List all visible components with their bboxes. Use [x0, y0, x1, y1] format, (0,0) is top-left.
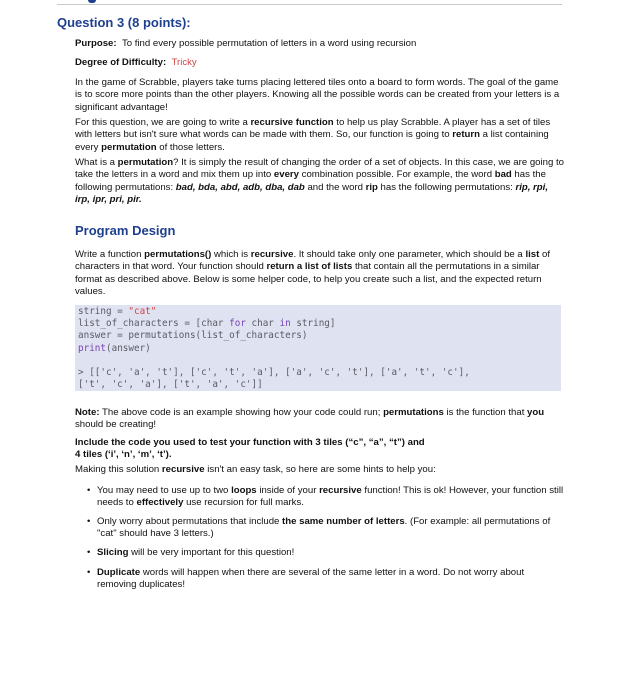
text-run: words will happen when there are several of the same letter in a word. Do not worry about removing duplicates!: [97, 567, 525, 591]
bold-italic-run: bad, bda, abd, adb, dba, dab: [175, 181, 305, 193]
text-run: will be very important for this question!: [128, 547, 295, 558]
bold-italic-run: rip, rpi, irp, ipr, pri, pir.: [75, 181, 548, 205]
text-run: and the word: [304, 181, 366, 193]
intro-paragraph-2: [75, 117, 565, 154]
text-run: of characters in that word. Your function should: [75, 249, 550, 273]
text-run: of those letters.: [156, 141, 225, 153]
bold-run: recursive: [250, 249, 294, 260]
bold-run: you: [527, 407, 545, 418]
bold-run: loops: [231, 485, 257, 496]
text-run: that contain all the permutations in a similar format as described above. Below is some helper code, to help you create such a list, and the expected return values.: [75, 261, 542, 297]
text-run: inside of your: [256, 485, 320, 496]
code-gap: [78, 355, 561, 367]
text-run: ? It is simply the result of changing the order of a set of objects. In this case, we are going to take the letters in a word and mix them up into: [75, 157, 564, 181]
text-run: You may need to use up to two: [97, 485, 232, 496]
bold-run: Duplicate: [97, 567, 141, 578]
output-line-1: > [['c', 'a', 't'], ['c', 't', 'a'], ['a', 'c', 't'], ['a', 't', 'c'],: [78, 366, 470, 378]
text-run: should be creating!: [75, 419, 157, 431]
bold-run: every: [273, 169, 299, 181]
hint-item-2: [87, 516, 565, 541]
bold-run: bad: [494, 169, 512, 181]
text-run: function! This is ok! However, your function still needs to: [97, 485, 564, 509]
hint-item-1: [87, 485, 565, 510]
bold-run: recursive: [161, 464, 205, 475]
intro-p1-text: In the game of Scrabble, players take turns placing lettered tiles onto a board to form words. The goal of the game is to score more points than the other players. Knowing all the possible words can be created from your letters is a significant advantage!: [75, 77, 560, 113]
bullet-icon: •: [87, 516, 91, 527]
bullet-icon: •: [87, 485, 91, 496]
text-run: to help us play Scrabble. A player has a set of tiles with letters but isn't sure what words can be made with them. So, our function is going to: [75, 117, 551, 141]
include-line-2: 4 tiles (‘i’, ‘n’, ‘m’, ‘t’).: [75, 449, 172, 461]
text-run: is the function that: [443, 407, 528, 418]
text-run: has the following permutations:: [75, 169, 546, 193]
page-corner-mark: [88, 0, 96, 3]
code-keyword: print: [78, 342, 106, 354]
output-line-2: ['t', 'c', 'a'], ['t', 'a', 'c']]: [78, 379, 263, 391]
code-line-1: [78, 306, 561, 318]
code-line-2: [78, 318, 561, 330]
hints-intro: [75, 464, 565, 476]
include-line-1: Include the code you used to test your function with 3 tiles (“c”, “a”, “t”) and: [75, 437, 425, 448]
text-run: a list containing every: [75, 129, 549, 153]
program-design-heading: Program Design: [75, 223, 176, 238]
text-run: . It should take only one parameter, which should be a: [293, 249, 526, 260]
bold-run: permutations: [383, 407, 444, 418]
code-line-3: answer = permutations(list_of_characters): [78, 330, 308, 342]
text-run: Write a function: [75, 249, 145, 260]
bold-run: recursive function: [250, 117, 334, 128]
hint-item-3: [87, 547, 565, 559]
bold-run: permutation: [117, 157, 174, 168]
text-run: isn't an easy task, so here are some hints to help you:: [204, 464, 436, 475]
text-run: has the following permutations:: [377, 181, 516, 193]
bullet-icon: •: [87, 567, 91, 578]
bold-run: Slicing: [97, 547, 129, 558]
text-run: For this question, we are going to write a: [75, 117, 251, 128]
intro-paragraph-1: [75, 77, 565, 114]
question-title: Question 3 (8 points):: [57, 15, 191, 30]
note-paragraph: [75, 407, 565, 432]
bold-run: permutation: [101, 141, 157, 153]
code-run: list_of_characters = [char: [78, 318, 230, 330]
text-run: use recursion for full marks.: [183, 497, 304, 509]
code-run: string =: [78, 306, 129, 317]
text-run: What is a: [75, 157, 118, 168]
purpose-line: [75, 38, 565, 50]
difficulty-line: [75, 57, 565, 69]
code-keyword: for: [229, 318, 246, 330]
program-design-paragraph: [75, 249, 565, 298]
text-run: which is: [211, 249, 251, 260]
bold-run: rip: [365, 181, 378, 193]
bold-run: effectively: [136, 497, 184, 509]
hint-item-4: [87, 567, 565, 592]
purpose-label: Purpose:: [75, 38, 117, 49]
code-run: char: [245, 318, 280, 330]
code-run: string]: [290, 318, 336, 330]
text-run: . (For example: all permutations of "cat" should have 3 letters.): [97, 516, 551, 540]
bold-run: list: [525, 249, 540, 260]
include-instruction: [75, 437, 565, 462]
bold-run: recursive: [319, 485, 362, 496]
bold-run: return a list of lists: [266, 261, 353, 273]
bold-run: the same number of letters: [282, 516, 405, 527]
bullet-icon: •: [87, 547, 91, 558]
note-label: Note:: [75, 407, 100, 418]
difficulty-value: Tricky: [171, 57, 197, 68]
code-line-4: [78, 343, 561, 355]
text-run: Only worry about permutations that include: [97, 516, 283, 527]
code-run: (answer): [106, 342, 151, 354]
text-run: Making this solution: [75, 464, 162, 475]
code-keyword: in: [279, 318, 291, 330]
intro-paragraph-3: [75, 157, 565, 206]
text-run: combination possible. For example, the word: [299, 169, 495, 181]
purpose-text: To find every possible permutation of letters in a word using recursion: [121, 38, 417, 49]
code-string: "cat": [128, 306, 157, 317]
difficulty-label: Degree of Difficulty:: [75, 57, 167, 68]
top-rule: [57, 4, 562, 5]
text-run: The above code is an example showing how your code could run;: [99, 407, 384, 418]
code-block: [75, 305, 561, 391]
bold-run: permutations(): [144, 249, 212, 260]
bold-run: return: [452, 129, 480, 141]
